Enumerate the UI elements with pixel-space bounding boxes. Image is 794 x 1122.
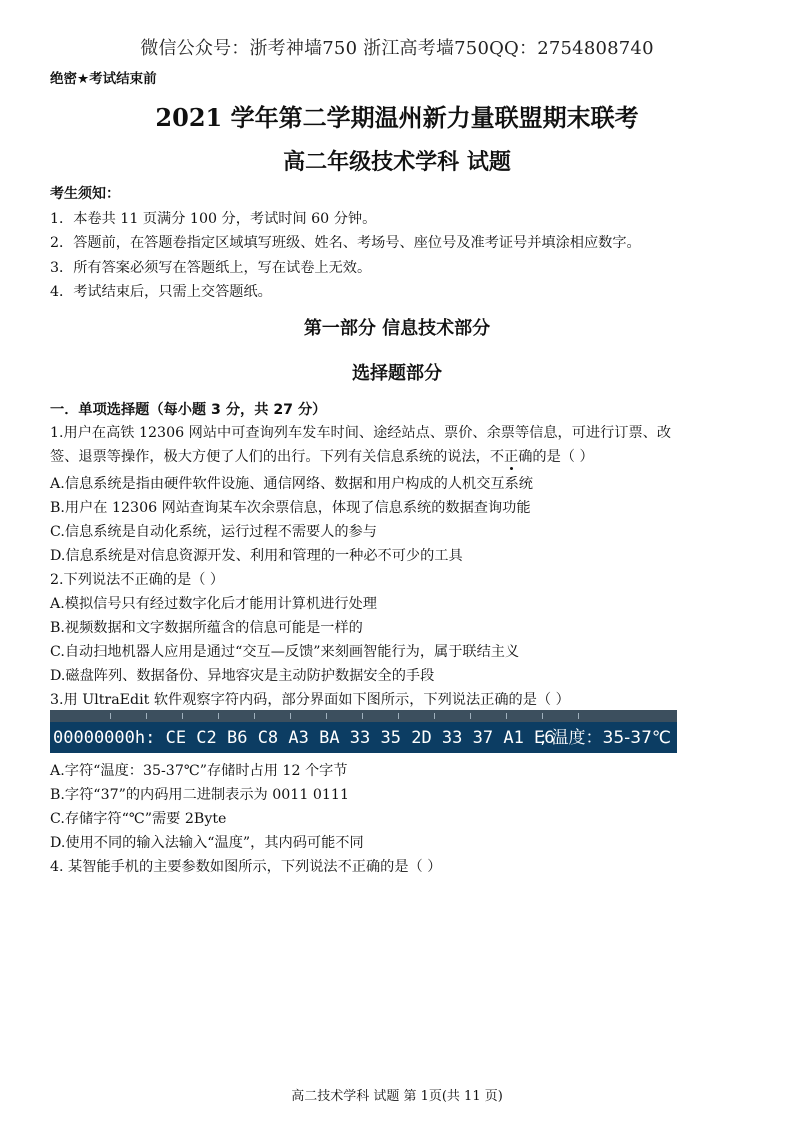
section-heading: 一．单项选择题（每小题 3 分，共 27 分） [50,402,327,418]
q1-stem-part-b: 的是（ ） [532,449,594,465]
q3-option-a: A.字符“温度：35-37℃”存储时占用 12 个字节 [50,763,348,779]
q1-option-c: C.信息系统是自动化系统，运行过程不需要人的参与 [50,524,377,540]
notice-item-3: 3．所有答案必须写在答题纸上，写在试卷上无效。 [50,260,372,276]
q1-option-b: B.用户在 12306 网站查询某车次余票信息，体现了信息系统的数据查询功能 [50,500,531,516]
q4-stem: 4. 某智能手机的主要参数如图所示，下列说法不正确的是（ ） [50,859,442,875]
wechat-header: 微信公众号：浙考神墙750 浙江高考墙750QQ：2754808740 [140,38,654,59]
secret-label: 绝密★考试结束前 [50,71,157,87]
exam-subtitle: 高二年级技术学科 试题 [283,149,511,175]
hex-column-ruler [50,710,677,722]
q1-emphasis: 不正确 [489,449,533,465]
q2-option-b: B.视频数据和文字数据所蕴含的信息可能是一样的 [50,620,363,636]
q1-stem-line1: 1.用户在高铁 12306 网站中可查询列车发车时间、途经站点、票价、余票等信息，可进行订票、改 [50,425,672,441]
q3-option-c: C.存储字符“℃”需要 2Byte [50,811,227,827]
q2-option-a: A.模拟信号只有经过数字化后才能用计算机进行处理 [50,596,377,612]
notice-item-4: 4．考试结束后，只需上交答题纸。 [50,284,272,300]
q3-option-b: B.字符“37”的内码用二进制表示为 0011 0111 [50,787,349,803]
part1-title: 第一部分 信息技术部分 [303,318,491,339]
choice-title: 选择题部分 [352,363,442,384]
q2-option-d: D.磁盘阵列、数据备份、异地容灾是主动防护数据安全的手段 [50,668,435,684]
q3-option-d: D.使用不同的输入法输入“温度”，其内码可能不同 [50,835,364,851]
hex-bytes: 00000000h: CE C2 B6 C8 A3 BA 33 35 2D 33 37 A1 E6 [53,728,555,748]
notice-heading: 考生须知： [50,186,120,202]
q1-stem-part-a: 签、退票等操作，极大方便了人们的出行。下列有关信息系统的说法， [50,449,490,465]
exam-title: 2021 学年第二学期温州新力量联盟期末联考 [155,103,639,132]
q2-stem: 2.下列说法不正确的是（ ） [50,572,225,588]
q1-option-d: D.信息系统是对信息资源开发、利用和管理的一种必不可少的工具 [50,548,463,564]
q3-stem: 3.用 UltraEdit 软件观察字符内码，部分界面如下图所示，下列说法正确的是（ ） [50,692,570,708]
q2-option-c: C.自动扫地机器人应用是通过“交互—反馈”来刻画智能行为，属于联结主义 [50,644,520,660]
page-footer: 高二技术学科 试题 第 1页(共 11 页) [291,1089,503,1104]
notice-item-1: 1．本卷共 11 页满分 100 分，考试时间 60 分钟。 [50,211,377,227]
hex-decoded-text: ; 温度：35-37℃ [540,728,671,748]
notice-item-2: 2．答题前，在答题卷指定区域填写班级、姓名、考场号、座位号及准考证号并填涂相应数字。 [50,235,641,251]
ultraedit-hex-view [50,710,677,753]
q1-option-a: A.信息系统是指由硬件软件设施、通信网络、数据和用户构成的人机交互系统 [50,476,533,492]
q1-stem-line2 [50,446,594,466]
